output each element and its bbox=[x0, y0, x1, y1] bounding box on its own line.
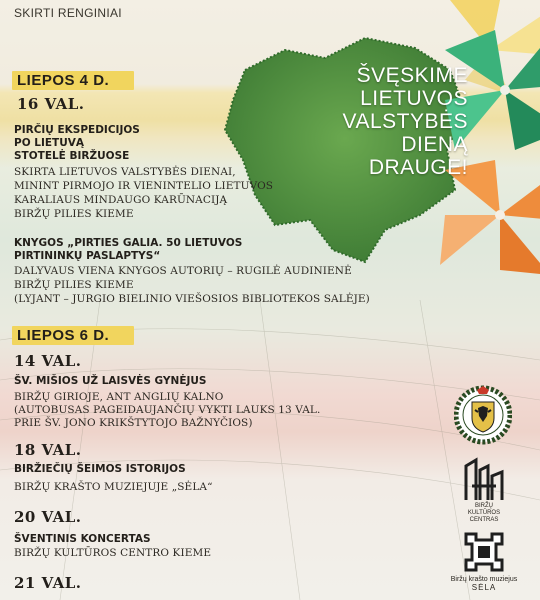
event-detail: BIRŽŲ KULTŪROS CENTRO KIEME bbox=[14, 547, 212, 559]
slogan bbox=[258, 64, 468, 179]
event-title-line: PIRČIŲ EKSPEDICIJOS bbox=[14, 124, 140, 136]
slogan-line: ŠVĘSKIME bbox=[356, 64, 468, 87]
event-detail: BIRŽŲ PILIES KIEME bbox=[14, 279, 134, 291]
event-title-line: PIRTININKŲ PASLAPTYS“ bbox=[14, 250, 161, 262]
event-detail: BIRŽŲ GIRIOJE, ANT ANGLIŲ KALNO bbox=[14, 391, 224, 403]
event-detail: SKIRTA LIETUVOS VALSTYBĖS DIENAI, bbox=[14, 166, 236, 178]
day1-date: LIEPOS 4 D. bbox=[17, 72, 110, 89]
event-title bbox=[14, 237, 242, 263]
day2-date: LIEPOS 6 D. bbox=[17, 327, 110, 344]
slogan-line: DRAUGE! bbox=[368, 156, 468, 179]
event-title: ŠV. MIŠIOS UŽ LAISVĖS GYNĖJUS bbox=[14, 375, 207, 387]
museum-caption-name: SĖLA bbox=[471, 583, 497, 592]
event-detail: BIRŽŲ KRAŠTO MUZIEJUJE „SĖLA“ bbox=[14, 481, 213, 493]
caption-line: BIRŽŲ bbox=[475, 503, 493, 509]
event-detail: (AUTOBUSAS PAGEIDAUJANČIŲ VYKTI LAUKS 13 VAL. bbox=[14, 404, 321, 416]
event-title: BIRŽIEČIŲ ŠEIMOS ISTORIJOS bbox=[14, 463, 186, 475]
culture-centre-logo bbox=[462, 456, 506, 502]
event-detail: MININT PIRMOJO IR VIENINTELIO LIETUVOS bbox=[14, 180, 274, 192]
coat-of-arms-icon bbox=[454, 384, 512, 446]
slot-time: 20 VAL. bbox=[14, 508, 82, 526]
culture-centre-caption bbox=[462, 503, 506, 524]
slot-time: 21 VAL. bbox=[14, 574, 82, 592]
day1-time: 16 VAL. bbox=[17, 95, 85, 113]
event-title-line: KNYGOS „PIRTIES GALIA. 50 LIETUVOS bbox=[14, 237, 243, 249]
event-title bbox=[14, 124, 140, 163]
slogan-line: LIETUVOS bbox=[360, 87, 468, 110]
slogan-line: VALSTYBĖS bbox=[342, 110, 468, 133]
event-detail: PRIE ŠV. JONO KRIKŠTYTOJO BAŽNYČIOS) bbox=[14, 417, 253, 429]
slot-time: 14 VAL. bbox=[14, 352, 82, 370]
museum-caption: Biržų krašto muziejus bbox=[450, 576, 518, 583]
event-detail: DALYVAUS VIENA KNYGOS AUTORIŲ – RUGILĖ AUDINIENĖ bbox=[14, 265, 352, 277]
header-tag: SKIRTI RENGINIAI bbox=[14, 6, 122, 20]
event-title-line: PO LIETUVĄ bbox=[14, 137, 84, 149]
event-title-line: STOTELĖ BIRŽUOSE bbox=[14, 150, 130, 162]
caption-line: CENTRAS bbox=[469, 517, 499, 523]
museum-logo bbox=[464, 532, 504, 572]
event-detail: KARALIAUS MINDAUGO KARŪNACIJĄ bbox=[14, 194, 228, 206]
event-detail: BIRŽŲ PILIES KIEME bbox=[14, 208, 134, 220]
event-detail: (LYJANT – JURGIO BIELINIO VIEŠOSIOS BIBLIOTEKOS SALĖJE) bbox=[14, 293, 370, 305]
slot-time: 18 VAL. bbox=[14, 441, 82, 459]
event-title: ŠVENTINIS KONCERTAS bbox=[14, 533, 151, 545]
slogan-line: DIENĄ bbox=[401, 133, 468, 156]
caption-line: KULTŪROS bbox=[467, 510, 501, 516]
